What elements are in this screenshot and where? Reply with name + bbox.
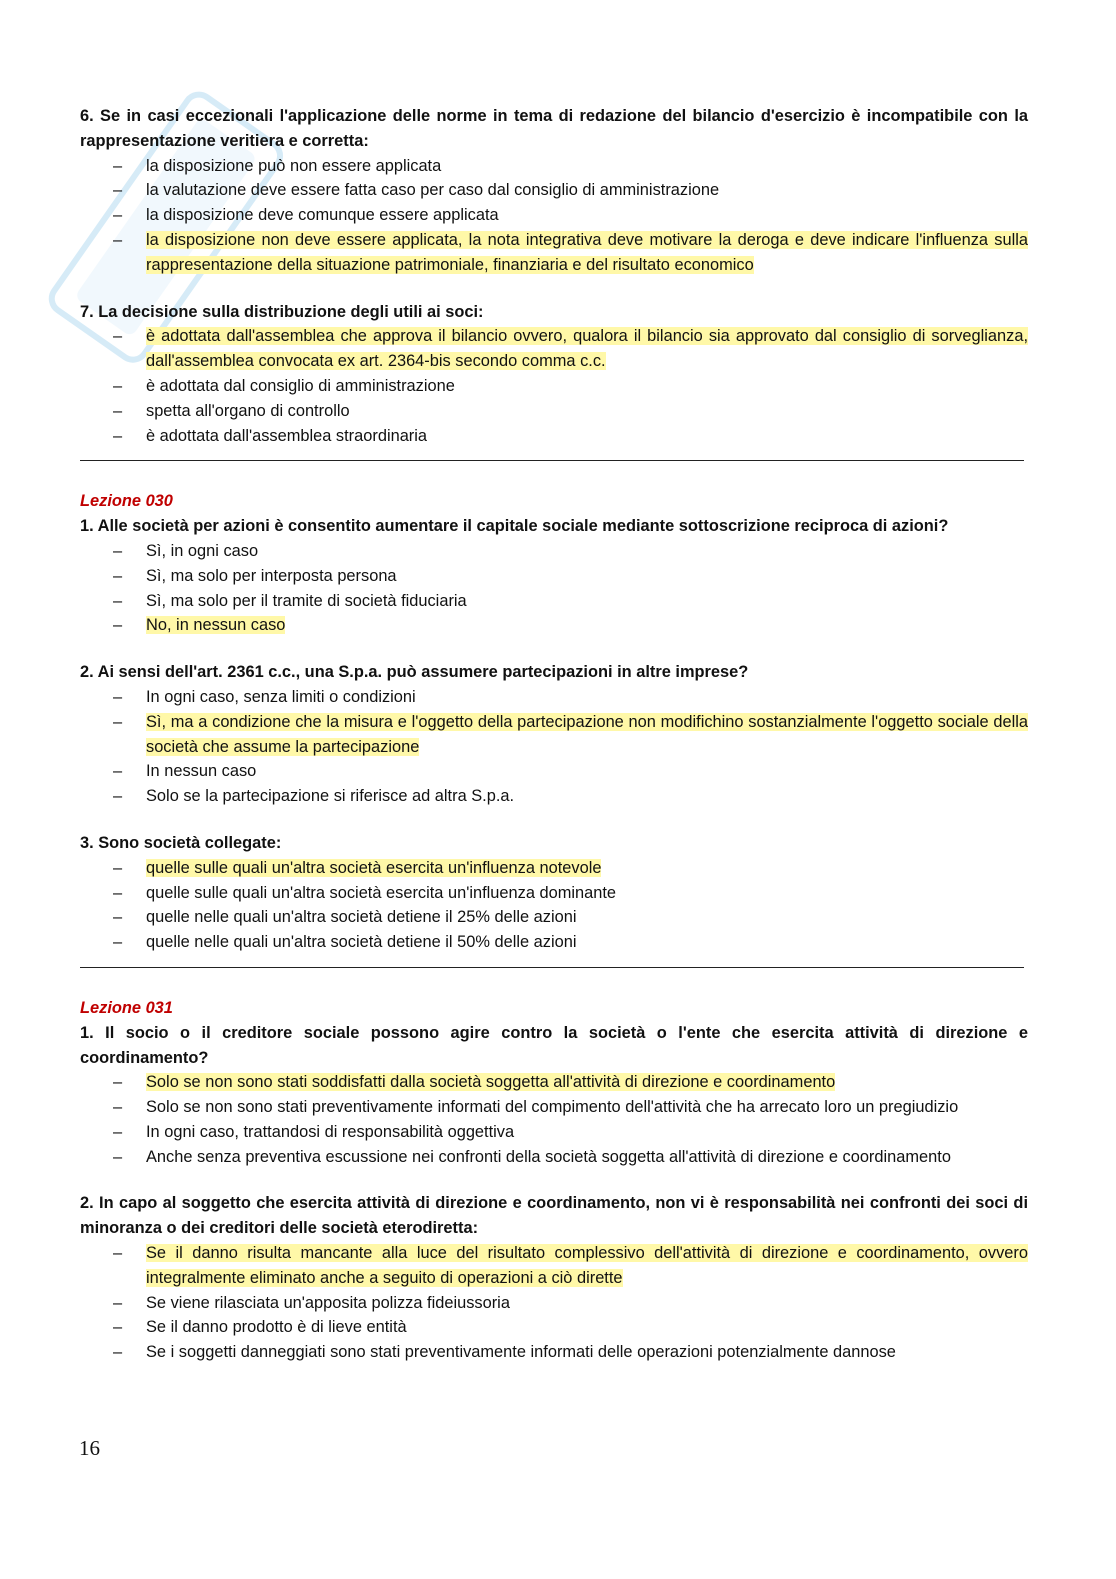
option-item <box>80 905 1028 930</box>
page-number: 16 <box>79 1436 100 1460</box>
option-item <box>80 203 1028 228</box>
option-item-correct <box>80 856 1028 881</box>
option-item <box>80 424 1028 449</box>
question-block <box>80 1021 1028 1170</box>
option-text: la disposizione deve comunque essere applicata <box>146 206 499 225</box>
option-item <box>80 1120 1028 1145</box>
option-item-correct <box>80 324 1028 374</box>
option-text: quelle nelle quali un'altra società detiene il 50% delle azioni <box>146 933 577 952</box>
question-block <box>80 104 1028 278</box>
option-item-correct <box>80 1070 1028 1095</box>
option-text: Solo se la partecipazione si riferisce ad altra S.p.a. <box>146 787 515 806</box>
option-text: Se il danno risulta mancante alla luce del risultato complessivo dell'attività di direzione e coordinamento, ovvero integralmente eliminato anche a seguito di operazioni a ciò dirette <box>146 1244 1028 1287</box>
option-item <box>80 374 1028 399</box>
option-text: In ogni caso, trattandosi di responsabilità oggettiva <box>146 1122 515 1141</box>
option-text: Se i soggetti danneggiati sono stati preventivamente informati delle operazioni potenzialmente dannose <box>146 1343 896 1362</box>
options-list <box>80 1241 1028 1365</box>
option-item <box>80 784 1028 809</box>
option-item-correct <box>80 1241 1028 1291</box>
question-block <box>80 300 1028 449</box>
option-text: Sì, ma a condizione che la misura e l'oggetto della partecipazione non modifichino sostanzialmente l'oggetto sociale della società che assume la partecipazione <box>146 712 1028 756</box>
option-text: In ogni caso, senza limiti o condizioni <box>146 687 416 706</box>
question-text: 2. In capo al soggetto che esercita attività di direzione e coordinamento, non vi è responsabilità nei confronti dei soci di minoranza o dei creditori delle società eterodiretta: <box>80 1194 1028 1238</box>
option-item <box>80 399 1028 424</box>
option-text: è adottata dal consiglio di amministrazione <box>146 376 455 395</box>
option-item <box>80 685 1028 710</box>
option-text: quelle sulle quali un'altra società esercita un'influenza notevole <box>146 858 602 877</box>
question-block <box>80 1191 1028 1365</box>
options-list <box>80 154 1028 278</box>
option-text: In nessun caso <box>146 762 257 781</box>
option-item <box>80 1095 1028 1120</box>
option-item <box>80 759 1028 784</box>
option-item-correct <box>80 710 1028 760</box>
option-item <box>80 1291 1028 1316</box>
document-body <box>80 104 1028 1387</box>
option-text: Se viene rilasciata un'apposita polizza fideiussoria <box>146 1293 510 1312</box>
option-text: è adottata dall'assemblea straordinaria <box>146 426 428 445</box>
question-text: 2. Ai sensi dell'art. 2361 c.c., una S.p.a. può assumere partecipazioni in altre imprese? <box>80 663 749 682</box>
option-item <box>80 1340 1028 1365</box>
question-text: 7. La decisione sulla distribuzione degli utili ai soci: <box>80 302 484 321</box>
question-block <box>80 514 1028 638</box>
option-item-correct <box>80 613 1028 638</box>
options-list <box>80 1070 1028 1169</box>
options-list <box>80 539 1028 638</box>
option-text: Sì, in ogni caso <box>146 541 259 560</box>
options-list <box>80 324 1028 448</box>
question-text: 1. Il socio o il creditore sociale possono agire contro la società o l'ente che esercita attività di direzione e coordinamento? <box>80 1023 1028 1067</box>
option-text: No, in nessun caso <box>146 616 286 635</box>
options-list <box>80 685 1028 809</box>
options-list <box>80 856 1028 955</box>
option-item-correct <box>80 228 1028 278</box>
option-text: Solo se non sono stati preventivamente informati del compimento dell'attività che ha arrecato loro un pregiudizio <box>146 1098 959 1117</box>
option-item <box>80 1145 1028 1170</box>
option-item <box>80 178 1028 203</box>
lesson-heading: Lezione 031 <box>80 998 173 1017</box>
question-block <box>80 660 1028 809</box>
option-text: Anche senza preventiva escussione nei confronti della società soggetta all'attività di direzione e coordinamento <box>146 1147 951 1166</box>
question-text: 1. Alle società per azioni è consentito aumentare il capitale sociale mediante sottoscrizione reciproca di azioni? <box>80 517 949 536</box>
option-text: Sì, ma solo per interposta persona <box>146 566 397 585</box>
option-item <box>80 881 1028 906</box>
option-item <box>80 539 1028 564</box>
question-text: 6. Se in casi eccezionali l'applicazione delle norme in tema di redazione del bilancio d'esercizio è incompatibile con la rappresentazione veritiera e corretta: <box>80 107 1028 150</box>
option-text: Solo se non sono stati soddisfatti dalla società soggetta all'attività di direzione e coordinamento <box>146 1073 836 1092</box>
option-text: Sì, ma solo per il tramite di società fiduciaria <box>146 591 467 610</box>
option-text: spetta all'organo di controllo <box>146 401 350 420</box>
option-item <box>80 564 1028 589</box>
option-text: Se il danno prodotto è di lieve entità <box>146 1318 407 1337</box>
option-item <box>80 589 1028 614</box>
option-text: la disposizione non deve essere applicata, la nota integrativa deve motivare la deroga e deve indicare l'influenza sulla rappresentazione della situazione patrimoniale, finanziaria e del risultato economico <box>146 230 1028 274</box>
option-item <box>80 1315 1028 1340</box>
option-text: è adottata dall'assemblea che approva il bilancio ovvero, qualora il bilancio sia approvato dal consiglio di sorveglianza, dall'assemblea convocata ex art. 2364-bis secondo comma c.c. <box>146 327 1028 371</box>
option-text: quelle nelle quali un'altra società detiene il 25% delle azioni <box>146 908 577 927</box>
question-text: 3. Sono società collegate: <box>80 833 282 852</box>
option-item <box>80 930 1028 955</box>
option-text: quelle sulle quali un'altra società esercita un'influenza dominante <box>146 883 617 902</box>
option-item <box>80 154 1028 179</box>
option-text: la disposizione può non essere applicata <box>146 156 442 175</box>
question-block <box>80 831 1028 955</box>
option-text: la valutazione deve essere fatta caso per caso dal consiglio di amministrazione <box>146 181 720 200</box>
lesson-heading: Lezione 030 <box>80 492 173 511</box>
